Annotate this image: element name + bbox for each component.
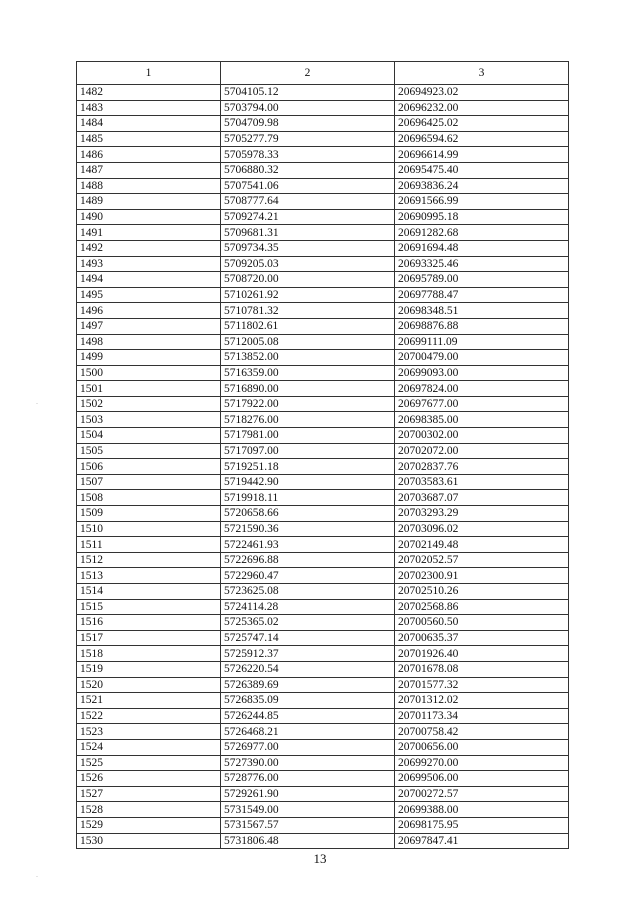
coordinate-y-cell: 20703096.02 — [395, 521, 569, 537]
coordinate-y-cell: 20696594.62 — [395, 131, 569, 147]
point-number-cell: 1516 — [77, 615, 221, 631]
coordinate-x-cell: 5731567.57 — [221, 817, 395, 833]
coordinate-y-cell: 20700560.50 — [395, 615, 569, 631]
coordinate-x-cell: 5723625.08 — [221, 584, 395, 600]
table-row — [77, 240, 569, 256]
coordinate-x-cell: 5722960.47 — [221, 568, 395, 584]
coordinate-y-cell: 20697847.41 — [395, 833, 569, 849]
point-number-cell: 1491 — [77, 225, 221, 241]
coordinate-y-cell: 20701926.40 — [395, 646, 569, 662]
point-number-cell: 1517 — [77, 630, 221, 646]
coordinate-x-cell: 5705277.79 — [221, 131, 395, 147]
coordinate-x-cell: 5719442.90 — [221, 474, 395, 490]
coordinate-x-cell: 5719918.11 — [221, 490, 395, 506]
coordinate-y-cell: 20700635.37 — [395, 630, 569, 646]
coordinate-x-cell: 5708777.64 — [221, 194, 395, 210]
point-number-cell: 1507 — [77, 474, 221, 490]
coordinate-x-cell: 5717097.00 — [221, 443, 395, 459]
coordinate-y-cell: 20698175.95 — [395, 817, 569, 833]
point-number-cell: 1494 — [77, 272, 221, 288]
coordinate-x-cell: 5726220.54 — [221, 661, 395, 677]
coordinate-y-cell: 20698876.88 — [395, 318, 569, 334]
coordinate-x-cell: 5704709.98 — [221, 116, 395, 132]
coordinate-x-cell: 5726835.09 — [221, 693, 395, 709]
coordinate-y-cell: 20693325.46 — [395, 256, 569, 272]
point-number-cell: 1506 — [77, 459, 221, 475]
coordinate-y-cell: 20696425.02 — [395, 116, 569, 132]
point-number-cell: 1522 — [77, 708, 221, 724]
point-number-cell: 1490 — [77, 209, 221, 225]
coordinate-y-cell: 20700479.00 — [395, 350, 569, 366]
point-number-cell: 1527 — [77, 786, 221, 802]
table-row — [77, 584, 569, 600]
point-number-cell: 1496 — [77, 303, 221, 319]
point-number-cell: 1512 — [77, 552, 221, 568]
coordinate-y-cell: 20695789.00 — [395, 272, 569, 288]
coordinate-y-cell: 20702072.00 — [395, 443, 569, 459]
point-number-cell: 1482 — [77, 85, 221, 101]
table-row — [77, 817, 569, 833]
table-row — [77, 739, 569, 755]
point-number-cell: 1520 — [77, 677, 221, 693]
coordinate-x-cell: 5716890.00 — [221, 381, 395, 397]
coordinate-x-cell: 5727390.00 — [221, 755, 395, 771]
table-row — [77, 350, 569, 366]
table-body — [77, 85, 569, 849]
coordinate-y-cell: 20691566.99 — [395, 194, 569, 210]
table-row — [77, 365, 569, 381]
coordinate-x-cell: 5709274.21 — [221, 209, 395, 225]
point-number-cell: 1495 — [77, 287, 221, 303]
table-row — [77, 428, 569, 444]
coordinate-x-cell: 5724114.28 — [221, 599, 395, 615]
coordinate-x-cell: 5718276.00 — [221, 412, 395, 428]
table-row — [77, 802, 569, 818]
coordinate-x-cell: 5705978.33 — [221, 147, 395, 163]
coordinate-y-cell: 20691282.68 — [395, 225, 569, 241]
point-number-cell: 1510 — [77, 521, 221, 537]
column-header-2: 2 — [221, 62, 395, 85]
coordinate-y-cell: 20703293.29 — [395, 506, 569, 522]
coordinate-y-cell: 20697824.00 — [395, 381, 569, 397]
point-number-cell: 1499 — [77, 350, 221, 366]
table-row — [77, 178, 569, 194]
coordinate-x-cell: 5726977.00 — [221, 739, 395, 755]
table-row — [77, 116, 569, 132]
table-row — [77, 833, 569, 849]
coordinate-y-cell: 20698348.51 — [395, 303, 569, 319]
coordinate-x-cell: 5710261.92 — [221, 287, 395, 303]
table-row — [77, 521, 569, 537]
coordinate-y-cell: 20702052.57 — [395, 552, 569, 568]
table-row — [77, 147, 569, 163]
coordinate-y-cell: 20702837.76 — [395, 459, 569, 475]
coordinate-y-cell: 20702510.26 — [395, 584, 569, 600]
point-number-cell: 1523 — [77, 724, 221, 740]
point-number-cell: 1524 — [77, 739, 221, 755]
coordinate-x-cell: 5726468.21 — [221, 724, 395, 740]
coordinate-x-cell: 5722696.88 — [221, 552, 395, 568]
column-header-3: 3 — [395, 62, 569, 85]
point-number-cell: 1509 — [77, 506, 221, 522]
table-row — [77, 786, 569, 802]
table-row — [77, 287, 569, 303]
point-number-cell: 1525 — [77, 755, 221, 771]
table-row — [77, 630, 569, 646]
point-number-cell: 1488 — [77, 178, 221, 194]
coordinate-y-cell: 20699388.00 — [395, 802, 569, 818]
coordinate-y-cell: 20699270.00 — [395, 755, 569, 771]
table-row — [77, 771, 569, 787]
point-number-cell: 1508 — [77, 490, 221, 506]
coordinate-y-cell: 20703583.61 — [395, 474, 569, 490]
coordinate-y-cell: 20703687.07 — [395, 490, 569, 506]
coordinate-x-cell: 5722461.93 — [221, 537, 395, 553]
table-row — [77, 661, 569, 677]
coordinate-x-cell: 5709681.31 — [221, 225, 395, 241]
coordinate-y-cell: 20696614.99 — [395, 147, 569, 163]
point-number-cell: 1503 — [77, 412, 221, 428]
point-number-cell: 1493 — [77, 256, 221, 272]
coordinate-x-cell: 5717981.00 — [221, 428, 395, 444]
coordinate-y-cell: 20700272.57 — [395, 786, 569, 802]
coordinate-y-cell: 20701312.02 — [395, 693, 569, 709]
point-number-cell: 1500 — [77, 365, 221, 381]
table-row — [77, 677, 569, 693]
coordinate-x-cell: 5716359.00 — [221, 365, 395, 381]
table-row — [77, 162, 569, 178]
table-row — [77, 506, 569, 522]
point-number-cell: 1501 — [77, 381, 221, 397]
table-row — [77, 412, 569, 428]
table-row — [77, 646, 569, 662]
coordinate-y-cell: 20701577.32 — [395, 677, 569, 693]
coordinate-y-cell: 20694923.02 — [395, 85, 569, 101]
table-row — [77, 552, 569, 568]
coordinate-y-cell: 20696232.00 — [395, 100, 569, 116]
coordinate-x-cell: 5706880.32 — [221, 162, 395, 178]
table-row — [77, 396, 569, 412]
point-number-cell: 1489 — [77, 194, 221, 210]
table-row — [77, 459, 569, 475]
table-row — [77, 194, 569, 210]
coordinate-x-cell: 5721590.36 — [221, 521, 395, 537]
table-row — [77, 209, 569, 225]
point-number-cell: 1514 — [77, 584, 221, 600]
table-row — [77, 693, 569, 709]
coordinate-x-cell: 5707541.06 — [221, 178, 395, 194]
point-number-cell: 1511 — [77, 537, 221, 553]
point-number-cell: 1505 — [77, 443, 221, 459]
coordinate-x-cell: 5720658.66 — [221, 506, 395, 522]
table-row — [77, 272, 569, 288]
point-number-cell: 1487 — [77, 162, 221, 178]
table-row — [77, 443, 569, 459]
point-number-cell: 1498 — [77, 334, 221, 350]
point-number-cell: 1502 — [77, 396, 221, 412]
table-row — [77, 85, 569, 101]
point-number-cell: 1529 — [77, 817, 221, 833]
coordinate-y-cell: 20697788.47 — [395, 287, 569, 303]
page-number: 13 — [313, 851, 327, 866]
point-number-cell: 1486 — [77, 147, 221, 163]
coordinate-y-cell: 20691694.48 — [395, 240, 569, 256]
coordinate-x-cell: 5719251.18 — [221, 459, 395, 475]
coordinate-y-cell: 20701678.08 — [395, 661, 569, 677]
coordinate-y-cell: 20700656.00 — [395, 739, 569, 755]
coordinate-y-cell: 20690995.18 — [395, 209, 569, 225]
coordinate-y-cell: 20700302.00 — [395, 428, 569, 444]
margin-mark: . — [36, 397, 38, 406]
coordinate-x-cell: 5712005.08 — [221, 334, 395, 350]
coordinate-x-cell: 5725912.37 — [221, 646, 395, 662]
coordinate-x-cell: 5703794.00 — [221, 100, 395, 116]
coordinate-x-cell: 5725747.14 — [221, 630, 395, 646]
coordinate-y-cell: 20693836.24 — [395, 178, 569, 194]
coordinate-y-cell: 20698385.00 — [395, 412, 569, 428]
coordinate-y-cell: 20700758.42 — [395, 724, 569, 740]
point-number-cell: 1521 — [77, 693, 221, 709]
table-row — [77, 537, 569, 553]
coordinate-x-cell: 5725365.02 — [221, 615, 395, 631]
point-number-cell: 1515 — [77, 599, 221, 615]
point-number-cell: 1519 — [77, 661, 221, 677]
point-number-cell: 1492 — [77, 240, 221, 256]
coordinate-x-cell: 5708720.00 — [221, 272, 395, 288]
coordinate-x-cell: 5709205.03 — [221, 256, 395, 272]
coordinate-x-cell: 5726244.85 — [221, 708, 395, 724]
point-number-cell: 1504 — [77, 428, 221, 444]
point-number-cell: 1518 — [77, 646, 221, 662]
table-row — [77, 225, 569, 241]
point-number-cell: 1513 — [77, 568, 221, 584]
table-row — [77, 100, 569, 116]
coordinate-x-cell: 5713852.00 — [221, 350, 395, 366]
coordinate-y-cell: 20702300.91 — [395, 568, 569, 584]
coordinate-y-cell: 20699111.09 — [395, 334, 569, 350]
coordinate-y-cell: 20697677.00 — [395, 396, 569, 412]
coordinate-y-cell: 20699506.00 — [395, 771, 569, 787]
table-row — [77, 568, 569, 584]
table-row — [77, 615, 569, 631]
coordinate-x-cell: 5726389.69 — [221, 677, 395, 693]
table-row — [77, 131, 569, 147]
margin-mark: . — [36, 870, 38, 879]
table-row — [77, 381, 569, 397]
coordinate-y-cell: 20699093.00 — [395, 365, 569, 381]
point-number-cell: 1497 — [77, 318, 221, 334]
point-number-cell: 1485 — [77, 131, 221, 147]
point-number-cell: 1483 — [77, 100, 221, 116]
table-row — [77, 724, 569, 740]
table-row — [77, 318, 569, 334]
table-row — [77, 708, 569, 724]
coordinate-y-cell: 20702149.48 — [395, 537, 569, 553]
coordinate-y-cell: 20702568.86 — [395, 599, 569, 615]
coordinates-table — [76, 61, 569, 849]
coordinate-x-cell: 5729261.90 — [221, 786, 395, 802]
point-number-cell: 1530 — [77, 833, 221, 849]
coordinate-x-cell: 5731549.00 — [221, 802, 395, 818]
coordinate-x-cell: 5710781.32 — [221, 303, 395, 319]
table-header-row — [77, 62, 569, 85]
point-number-cell: 1528 — [77, 802, 221, 818]
point-number-cell: 1484 — [77, 116, 221, 132]
point-number-cell: 1526 — [77, 771, 221, 787]
coordinate-y-cell: 20695475.40 — [395, 162, 569, 178]
table-row — [77, 256, 569, 272]
coordinate-x-cell: 5704105.12 — [221, 85, 395, 101]
coordinate-x-cell: 5717922.00 — [221, 396, 395, 412]
column-header-1: 1 — [77, 62, 221, 85]
table-row — [77, 599, 569, 615]
coordinate-x-cell: 5728776.00 — [221, 771, 395, 787]
coordinate-x-cell: 5711802.61 — [221, 318, 395, 334]
table-row — [77, 334, 569, 350]
coordinate-x-cell: 5709734.35 — [221, 240, 395, 256]
table-row — [77, 303, 569, 319]
coordinate-x-cell: 5731806.48 — [221, 833, 395, 849]
table-row — [77, 490, 569, 506]
coordinate-y-cell: 20701173.34 — [395, 708, 569, 724]
table-row — [77, 755, 569, 771]
table-row — [77, 474, 569, 490]
